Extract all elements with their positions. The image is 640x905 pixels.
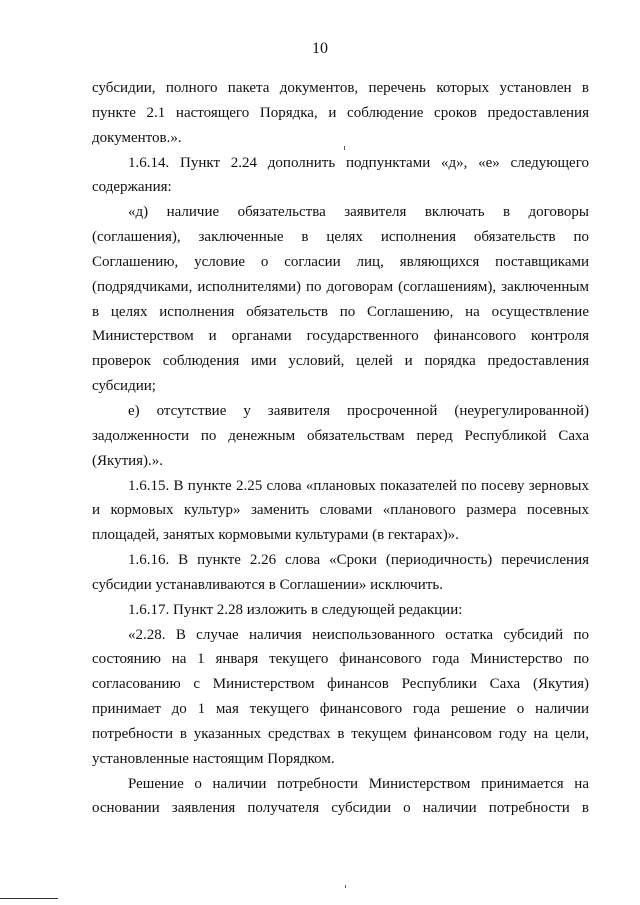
text-line: 1.6.15. В пункте 2.25 слова «плановых показателей по посеву зерновых xyxy=(128,477,589,494)
page-number: 10 xyxy=(312,40,328,57)
text-line: Министерством и органами государственного финансового контроля xyxy=(92,328,589,345)
text-line: Решение о наличии потребности Министерством принимается на xyxy=(128,775,589,792)
text-line: (Якутия).». xyxy=(92,452,164,469)
text-line: и кормовых культур» заменить словами «планового размера посевных xyxy=(92,502,589,519)
footer-rule xyxy=(0,898,58,899)
text-line: «д) наличие обязательства заявителя включать в договоры xyxy=(128,204,589,221)
text-line: (соглашения), заключенные в целях исполнения обязательств по xyxy=(92,229,589,246)
text-line: е) отсутствие у заявителя просроченной (неурегулированной) xyxy=(128,402,589,419)
text-line: субсидии устанавливаются в Соглашении» исключить. xyxy=(92,576,443,593)
text-line: 1.6.17. Пункт 2.28 изложить в следующей редакции: xyxy=(128,601,463,618)
scan-artifact xyxy=(344,146,345,150)
text-line: задолженности по денежным обязательствам перед Республикой Саха xyxy=(92,427,589,444)
text-line: состоянию на 1 января текущего финансового года Министерство по xyxy=(92,651,589,668)
text-line: субсидии, полного пакета документов, перечень которых установлен в xyxy=(92,80,589,96)
text-line: потребности в указанных средствах в текущем финансовом году на цели, xyxy=(92,725,589,742)
text-line: (подрядчиками, исполнителями) по договорам (соглашениям), заключенным xyxy=(92,278,589,295)
document-body xyxy=(92,76,589,821)
scan-artifact xyxy=(345,885,346,888)
text-line: согласованию с Министерством финансов Республики Саха (Якутия) xyxy=(92,676,589,693)
text-line: принимает до 1 мая текущего финансового года решение о наличии xyxy=(92,701,589,718)
text-line: 1.6.16. В пункте 2.26 слова «Сроки (периодичность) перечисления xyxy=(128,552,589,569)
text-line: Соглашению, условие о согласии лиц, являющихся поставщиками xyxy=(92,253,589,270)
text-line: 1.6.14. Пункт 2.24 дополнить подпунктами «д», «е» следующего xyxy=(128,154,589,171)
text-line: «2.28. В случае наличия неиспользованного остатка субсидий по xyxy=(128,626,589,643)
text-line: основании заявления получателя субсидии о наличии потребности в xyxy=(92,800,589,817)
text-line: субсидии; xyxy=(92,378,156,395)
text-line: проверок соблюдения ими условий, целей и порядка предоставления xyxy=(92,353,589,370)
text-line: документов.». xyxy=(92,129,182,146)
text-line: в целях исполнения обязательств по Соглашению, на осуществление xyxy=(92,303,589,320)
text-line: установленные настоящим Порядком. xyxy=(92,750,335,767)
text-line: площадей, занятых кормовыми культурами (в гектарах)». xyxy=(92,527,459,544)
text-line: пункте 2.1 настоящего Порядка, и соблюдение сроков предоставления xyxy=(92,104,589,121)
text-line: содержания: xyxy=(92,179,172,196)
